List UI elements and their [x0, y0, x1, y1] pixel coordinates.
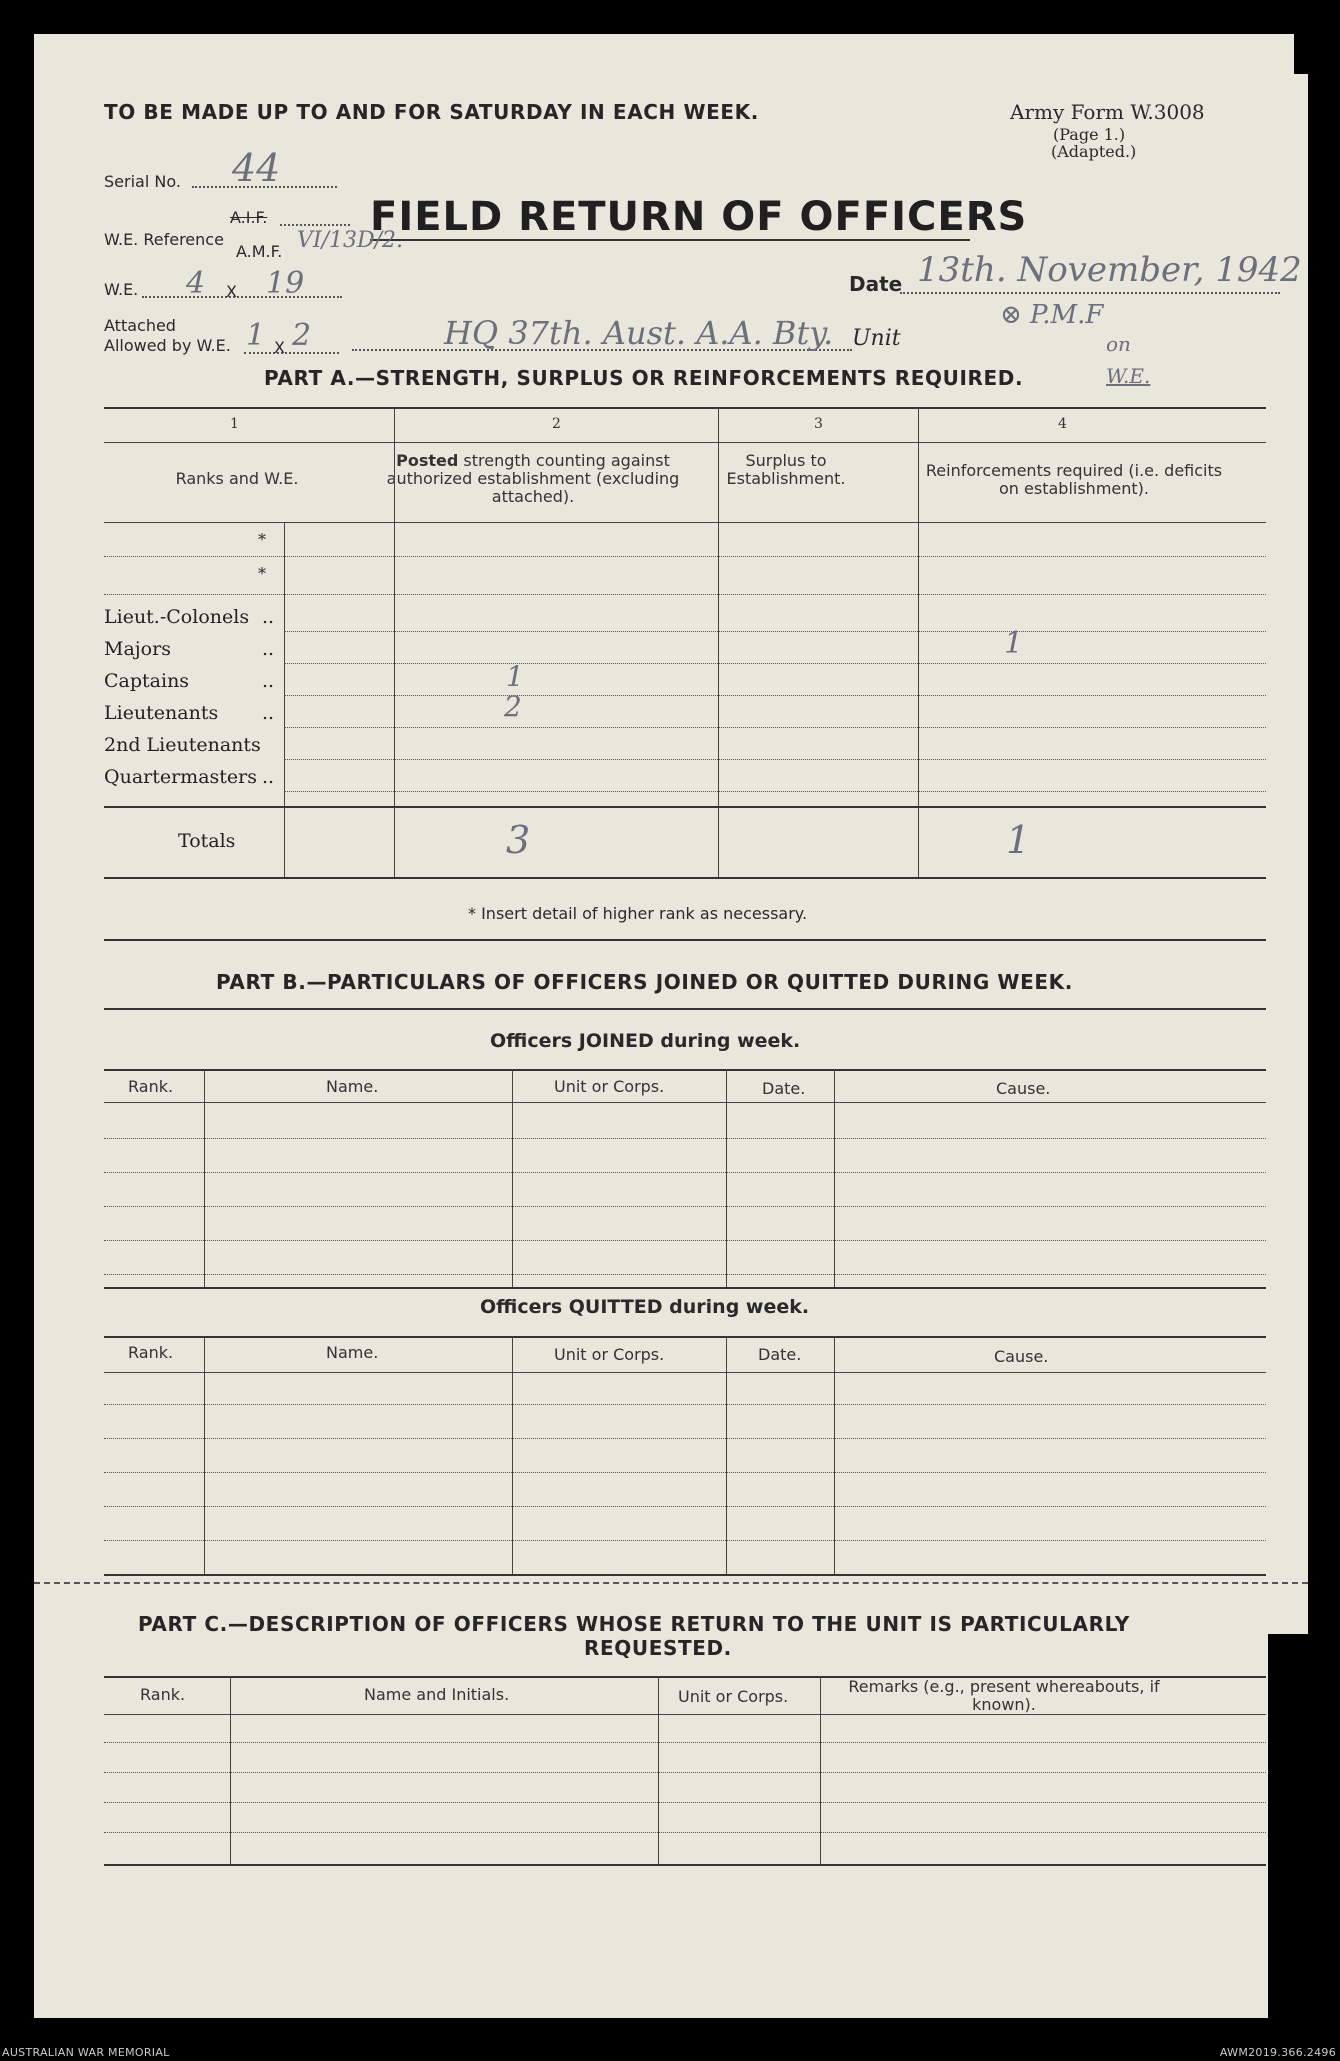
- adapted-note: (Adapted.): [1051, 142, 1137, 161]
- part-c-col-unit: Unit or Corps.: [678, 1687, 789, 1706]
- col-number-1: 1: [230, 416, 239, 432]
- posted-captains: 1: [506, 660, 524, 693]
- pmf-note-on: on: [1106, 332, 1131, 356]
- col-header-surplus: Surplus to Establishment.: [726, 451, 846, 488]
- joined-col-rank: Rank.: [128, 1077, 174, 1096]
- we-value-a: 4: [186, 266, 206, 301]
- reinf-majors: 1: [1004, 626, 1024, 661]
- date-value: 13th. November, 1942: [917, 250, 1302, 290]
- allowed-label: Allowed by W.E.: [104, 336, 231, 355]
- totals-posted: 3: [506, 818, 531, 862]
- we-label: W.E.: [104, 280, 139, 299]
- rank-lieut-colonels: Lieut.-Colonels: [104, 606, 250, 628]
- star-mark-2: *: [258, 564, 266, 583]
- attached-value-b: 2: [292, 318, 312, 353]
- joined-col-cause: Cause.: [996, 1079, 1051, 1098]
- attached-x: X: [274, 338, 285, 357]
- quitted-col-name: Name.: [326, 1343, 379, 1362]
- footer-left-text: AUSTRALIAN WAR MEMORIAL: [2, 2046, 170, 2059]
- page-number: (Page 1.): [1053, 125, 1126, 144]
- we-reference-value: VI/13D/2.: [297, 228, 404, 253]
- rank-dots: ..: [262, 638, 275, 660]
- pmf-note: ⊗ P.M.F: [1000, 300, 1104, 330]
- part-a-heading: PART A.—STRENGTH, SURPLUS OR REINFORCEMENTS REQUIRED.: [264, 366, 1024, 390]
- cut-line: [34, 1582, 1308, 1584]
- col-header-reinforcements: Reinforcements required (i.e. deficits on establishment).: [925, 461, 1223, 498]
- date-label: Date: [849, 272, 903, 296]
- joined-title: Officers JOINED during week.: [490, 1030, 801, 1052]
- rank-2nd-lieutenants: 2nd Lieutenants: [104, 734, 261, 756]
- attached-label: Attached: [104, 316, 176, 335]
- rank-dots: ..: [262, 606, 275, 628]
- rank-dots: ..: [262, 670, 275, 692]
- part-c-heading-line1: PART C.—DESCRIPTION OF OFFICERS WHOSE RETURN TO THE UNIT IS PARTICULARLY: [138, 1612, 1130, 1636]
- col-number-2: 2: [552, 416, 561, 432]
- footer-right-text: AWM2019.366.2496: [1219, 2046, 1336, 2059]
- joined-col-name: Name.: [326, 1077, 379, 1096]
- part-b-heading: PART B.—PARTICULARS OF OFFICERS JOINED OR QUITTED DURING WEEK.: [216, 970, 1073, 994]
- col-number-3: 3: [814, 416, 823, 432]
- part-c-col-name: Name and Initials.: [364, 1685, 510, 1704]
- rank-dots: ..: [262, 702, 275, 724]
- star-mark-1: *: [258, 530, 266, 549]
- aif-struck: A.I.F.: [230, 208, 268, 227]
- joined-col-unit: Unit or Corps.: [554, 1077, 665, 1096]
- unit-label: Unit: [852, 326, 901, 351]
- instruction-text: TO BE MADE UP TO AND FOR SATURDAY IN EACH WEEK.: [104, 100, 759, 124]
- rank-lieutenants: Lieutenants: [104, 702, 219, 724]
- rank-quartermasters: Quartermasters: [104, 766, 257, 788]
- posted-lieutenants: 2: [504, 690, 522, 723]
- part-c-col-rank: Rank.: [140, 1685, 186, 1704]
- col-number-4: 4: [1058, 416, 1067, 432]
- col-header-posted: Posted strength counting against authorized establishment (excluding attached).: [386, 451, 680, 506]
- col-header-ranks: Ranks and W.E.: [175, 469, 299, 488]
- form-title: FIELD RETURN OF OFFICERS: [370, 194, 1028, 240]
- part-c-col-remarks: Remarks (e.g., present whereabouts, if known).: [848, 1677, 1160, 1714]
- quitted-col-unit: Unit or Corps.: [554, 1345, 665, 1364]
- amf-label: A.M.F.: [236, 242, 283, 261]
- part-a-footnote: * Insert detail of higher rank as necessary.: [468, 904, 808, 923]
- part-c-heading-line2: REQUESTED.: [584, 1636, 732, 1660]
- rank-dots: ..: [262, 766, 275, 788]
- totals-reinforcements: 1: [1006, 818, 1031, 862]
- attached-value-a: 1: [246, 318, 266, 353]
- quitted-col-rank: Rank.: [128, 1343, 174, 1362]
- unit-value: HQ 37th. Aust. A.A. Bty.: [444, 314, 834, 352]
- totals-label: Totals: [178, 830, 236, 852]
- serial-value: 44: [232, 146, 281, 190]
- quitted-col-cause: Cause.: [994, 1347, 1049, 1366]
- rank-majors: Majors: [104, 638, 171, 660]
- pmf-note-we: W.E.: [1106, 364, 1151, 388]
- quitted-col-date: Date.: [758, 1345, 802, 1364]
- rank-captains: Captains: [104, 670, 190, 692]
- quitted-title: Officers QUITTED during week.: [480, 1296, 810, 1318]
- we-value-b: 19: [266, 266, 305, 301]
- joined-col-date: Date.: [762, 1079, 806, 1098]
- we-reference-label: W.E. Reference: [104, 230, 224, 249]
- serial-label: Serial No.: [104, 172, 181, 191]
- form-number: Army Form W.3008: [1010, 100, 1205, 124]
- form-page: [34, 34, 1308, 2018]
- we-x: X: [226, 282, 237, 301]
